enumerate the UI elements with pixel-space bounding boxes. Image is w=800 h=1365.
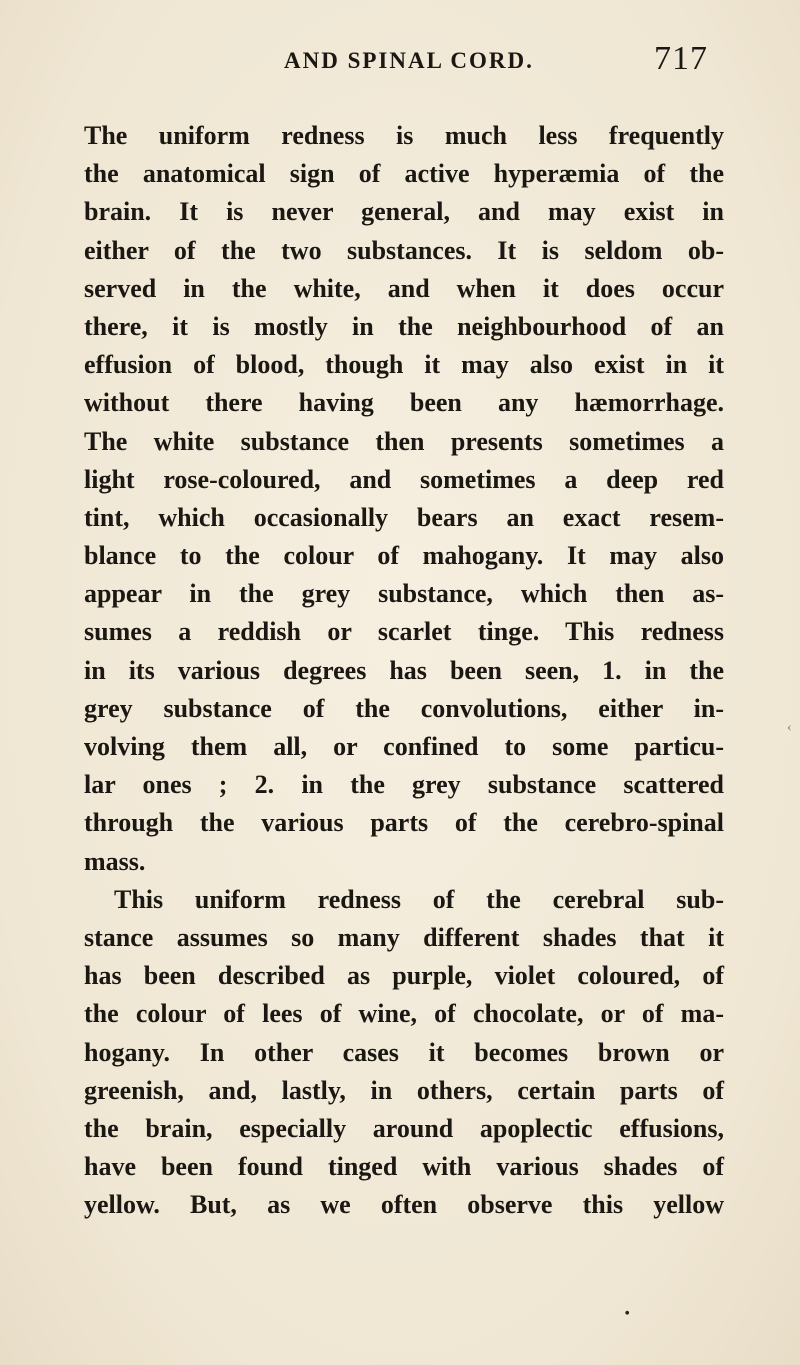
text-line: effusion of blood, though it may also exist in it bbox=[84, 350, 724, 380]
text-line: yellow. But, as we often observe this yellow bbox=[84, 1190, 724, 1220]
text-line: volving them all, or confined to some particu- bbox=[84, 732, 724, 761]
text-line: without there having been any hæmorrhage. bbox=[84, 388, 724, 418]
text-line: hogany. In other cases it becomes brown or bbox=[84, 1037, 724, 1067]
text-line: light rose-coloured, and sometimes a deep red bbox=[84, 464, 724, 494]
text-line: either of the two substances. It is seldom ob- bbox=[84, 235, 724, 265]
text-line: The white substance then presents sometimes a bbox=[84, 426, 724, 456]
text-line: has been described as purple, violet coloured, of bbox=[84, 961, 724, 991]
text-line: appear in the grey substance, which then as- bbox=[84, 579, 724, 609]
text-line: the brain, especially around apoplectic effusions, bbox=[84, 1113, 724, 1143]
text-line: blance to the colour of mahogany. It may also bbox=[84, 541, 724, 571]
text-line: greenish, and, lastly, in others, certain parts of bbox=[84, 1075, 724, 1105]
body-text bbox=[84, 117, 724, 1224]
text-line: the colour of lees of wine, of chocolate, or of ma- bbox=[84, 999, 724, 1029]
text-line-paragraph-start: This uniform redness of the cerebral sub- bbox=[114, 884, 724, 914]
text-line: have been found tinged with various shades of bbox=[84, 1152, 724, 1182]
running-head: AND SPINAL CORD. bbox=[284, 48, 534, 73]
text-line: stance assumes so many different shades that it bbox=[84, 922, 724, 952]
ink-speck: • bbox=[621, 1304, 633, 1323]
margin-mark: ‹ bbox=[787, 720, 792, 735]
text-line: lar ones ; 2. in the grey substance scattered bbox=[84, 770, 724, 800]
text-line: through the various parts of the cerebro-spinal bbox=[84, 808, 724, 838]
page-number: 717 bbox=[654, 40, 708, 77]
text-line: tint, which occasionally bears an exact resem- bbox=[84, 502, 724, 532]
text-line: there, it is mostly in the neighbourhood of an bbox=[84, 311, 724, 341]
text-line: served in the white, and when it does occur bbox=[84, 273, 724, 303]
text-line: in its various degrees has been seen, 1. in the bbox=[84, 655, 724, 685]
text-line: the anatomical sign of active hyperæmia of the bbox=[84, 159, 724, 189]
text-line-paragraph-end: mass. bbox=[84, 846, 146, 876]
text-line: brain. It is never general, and may exist in bbox=[84, 197, 724, 227]
text-line: The uniform redness is much less frequently bbox=[84, 121, 724, 150]
text-line: grey substance of the convolutions, either in- bbox=[84, 693, 724, 723]
text-line: sumes a reddish or scarlet tinge. This redness bbox=[84, 617, 724, 647]
